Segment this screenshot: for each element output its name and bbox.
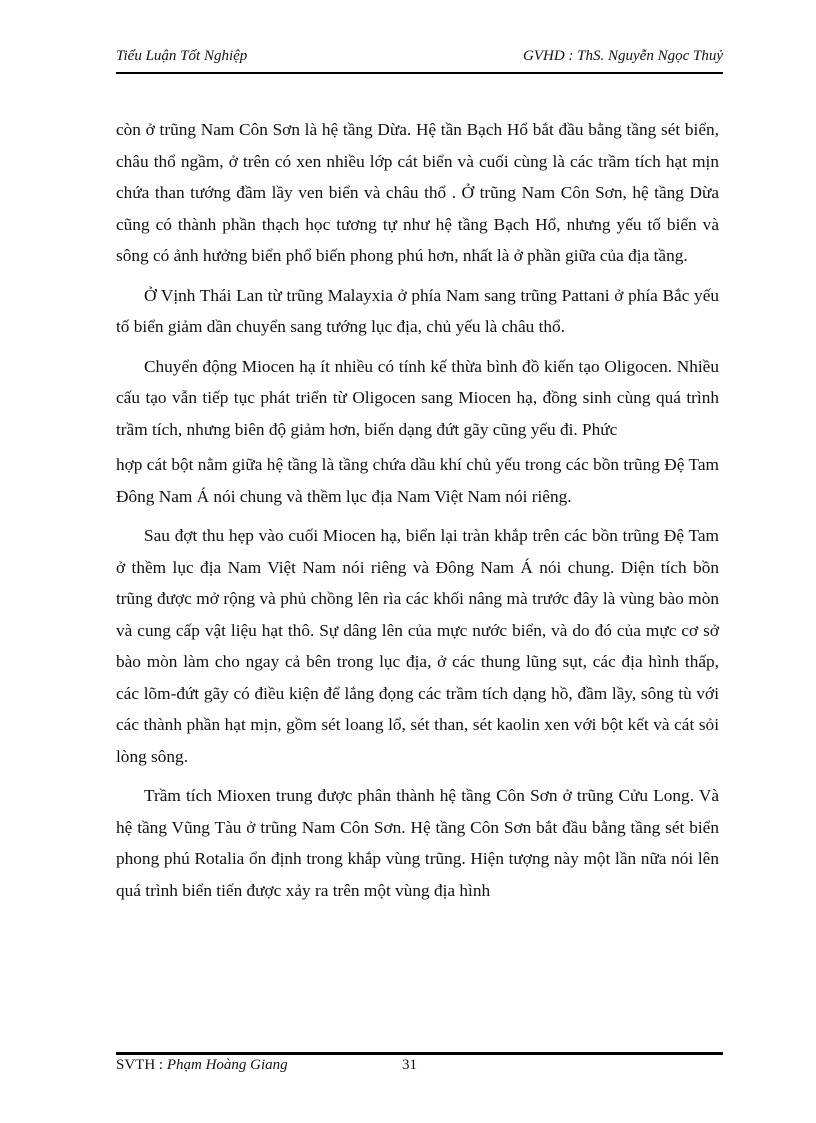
paragraph: Chuyển động Miocen hạ ít nhiều có tính kế thừa bình đồ kiến tạo Oligocen. Nhiều cấu tạo vẫn tiếp tục phát triển từ Oligocen sang Miocen hạ, đồng sinh cùng quá trình trầm tích, nhưng biên độ giảm hơn, biến dạng đứt gãy cũng yếu đi. Phức — [116, 356, 719, 439]
paragraph: Ở Vịnh Thái Lan từ trũng Malayxia ở phía Nam sang trũng Pattani ở phía Bắc yếu tố biển giảm dần chuyển sang tướng lục địa, chủ yếu là châu thổ. — [116, 285, 719, 336]
header-advisor: GVHD : ThS. Nguyễn Ngọc Thuỷ — [523, 48, 723, 64]
body-text — [116, 114, 719, 914]
header-divider — [116, 72, 723, 74]
footer-divider — [116, 1052, 723, 1055]
paragraph: Sau đợt thu hẹp vào cuối Miocen hạ, biển lại tràn khắp trên các bồn trũng Đệ Tam ở thềm lục địa Nam Việt Nam nói riêng và Đông Nam Á nói chung. Diện tích bồn trũng được mở rộng và phủ chồng lên rìa các khối nâng mà trước đây là vùng bào mòn và cung cấp vật liệu hạt thô. Sự dâng lên của mực nước biển, và do đó của mực cơ sở bào mòn làm cho ngay cả bên trong lục địa, ở các thung lũng sụt, các địa hình thấp, các lõm-đứt gãy có điều kiện để lắng đọng các trầm tích dạng hồ, đầm lầy, sông tù với các thành phần hạt mịn, gồm sét loang lổ, sét than, sét kaolin xen với bột kết và cát sỏi lòng sông. — [116, 526, 719, 766]
paragraph: hợp cát bột nằm giữa hệ tầng là tầng chứa dầu khí chủ yếu trong các bồn trũng Đệ Tam Đông Nam Á nói chung và thềm lục địa Nam Việt Nam nói riêng. — [116, 455, 719, 506]
footer-student-name: Phạm Hoàng Giang — [166, 1057, 288, 1073]
header-title: Tiểu Luận Tốt Nghiệp — [116, 48, 248, 64]
paragraph: Trầm tích Mioxen trung được phân thành hệ tầng Côn Sơn ở trũng Cửu Long. Và hệ tầng Vũng Tàu ở trũng Nam Côn Sơn. Hệ tầng Côn Sơn bắt đầu bằng tầng sét biển phong phú Rotalia ổn định trong khắp vùng trũng. Hiện tượng này một lần nữa nói lên quá trình biển tiến được xảy ra trên một vùng địa hình — [116, 786, 719, 900]
page-number: 31 — [402, 1057, 417, 1073]
page-footer — [116, 1057, 723, 1079]
page-header — [116, 48, 723, 70]
footer-student — [116, 1057, 288, 1074]
footer-student-label: SVTH : — [116, 1057, 167, 1073]
paragraph: còn ở trũng Nam Côn Sơn là hệ tầng Dừa. Hệ tần Bạch Hổ bắt đầu bằng tầng sét biển, châu thổ ngầm, ở trên có xen nhiều lớp cát biển và cuối cùng là các trầm tích hạt mịn chứa than tướng đầm lầy ven biển và châu thổ . Ở trũng Nam Côn Sơn, hệ tầng Dừa cũng có thành phần thạch học tương tự như hệ tầng Bạch Hổ, nhưng yếu tố biển và sông có ảnh hưởng biển phổ biến phong phú hơn, nhất là ở phần giữa của địa tầng. — [116, 120, 719, 265]
